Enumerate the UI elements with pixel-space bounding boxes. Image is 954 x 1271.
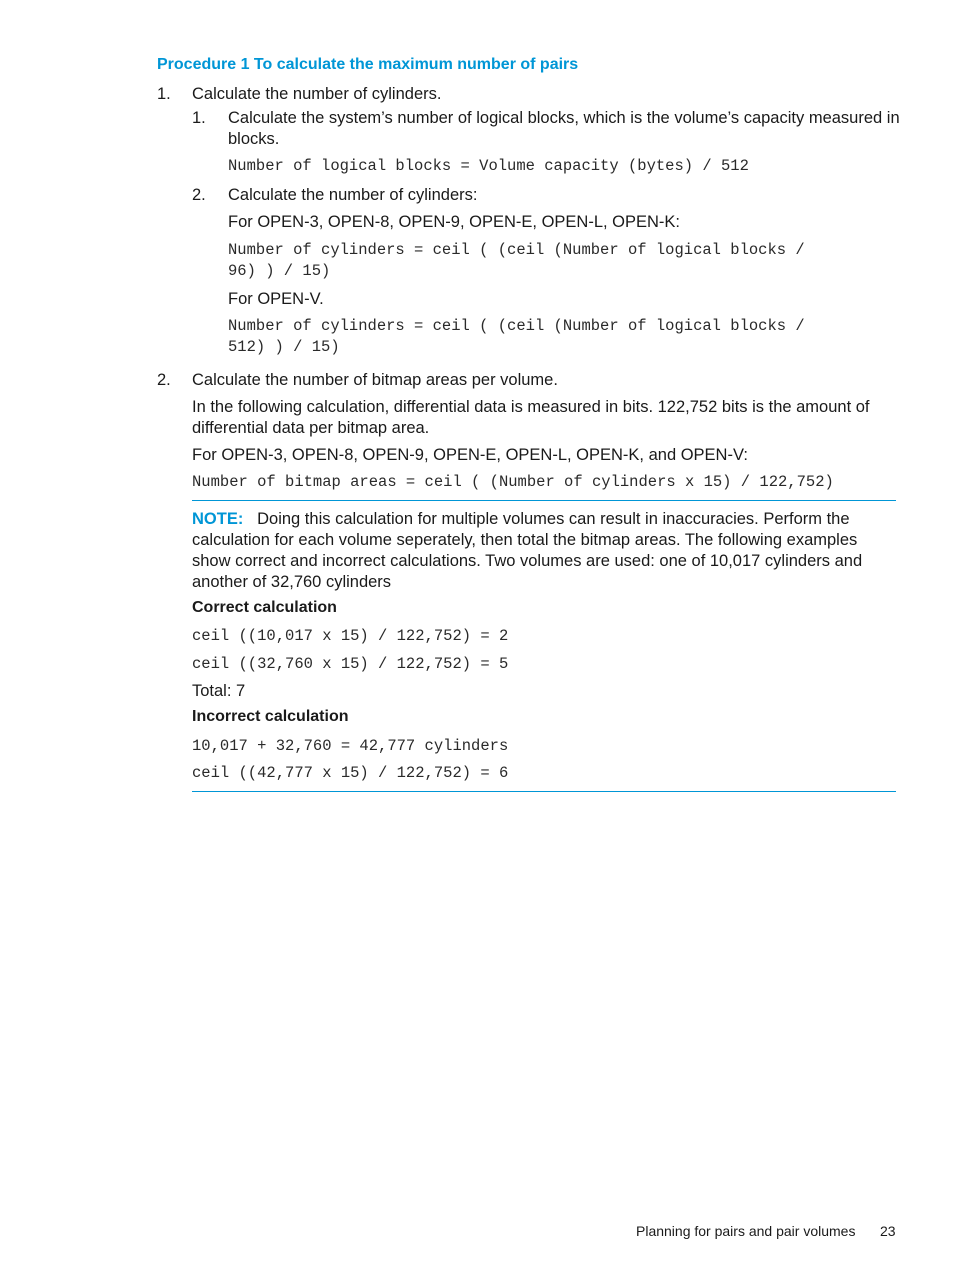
for-open-v: For OPEN-V. [228,290,324,308]
note-text: Doing this calculation for multiple volumes can result in inaccuracies. Perform the calculation for each volume seperately, then total the bitmap areas. The following examples show correct and incorrect calculations. Two volumes are used: one of 10,017 cylinders and another of 32,760 cylinders [192,510,863,591]
procedure-title: Procedure 1 To calculate the maximum number of pairs [157,56,579,73]
step-1-text: Calculate the number of cylinders. [192,85,442,103]
correct-line-2: ceil ((32,760 x 15) / 122,752) = 5 [192,655,509,673]
note-bottom-rule [192,791,896,792]
total-text: Total: 7 [192,682,246,700]
substep-1-number: 1. [192,109,206,127]
correct-line-1: ceil ((10,017 x 15) / 122,752) = 2 [192,627,509,645]
incorrect-line-2: ceil ((42,777 x 15) / 122,752) = 6 [192,764,509,782]
substep-2-text: Calculate the number of cylinders: [228,186,478,204]
incorrect-calculation-heading: Incorrect calculation [192,708,349,725]
substep-2-number: 2. [192,186,206,204]
open-v-formula-line-1: Number of cylinders = ceil ( (ceil (Number of logical blocks / [228,317,805,335]
step-2-number: 2. [157,371,171,389]
for-open-all: For OPEN-3, OPEN-8, OPEN-9, OPEN-E, OPEN-L, OPEN-K, and OPEN-V: [192,446,748,464]
step-2-text: Calculate the number of bitmap areas per volume. [192,371,558,389]
correct-calculation-heading: Correct calculation [192,599,337,616]
substep-1-text: Calculate the system’s number of logical blocks, which is the volume’s capacity measured in blocks. [228,109,900,148]
step-1-number: 1. [157,85,171,103]
open-v-formula-line-2: 512) ) / 15) [228,338,340,356]
differential-data-paragraph: In the following calculation, differential data is measured in bits. 122,752 bits is the amount of differential data per bitmap area. [192,398,870,437]
for-open-list: For OPEN-3, OPEN-8, OPEN-9, OPEN-E, OPEN-L, OPEN-K: [228,213,681,231]
page-number: 23 [880,1223,896,1239]
cylinders-formula-line-1: Number of cylinders = ceil ( (ceil (Number of logical blocks / [228,241,805,259]
incorrect-line-1: 10,017 + 32,760 = 42,777 cylinders [192,737,509,755]
footer-section-title: Planning for pairs and pair volumes [636,1223,856,1239]
logical-blocks-formula: Number of logical blocks = Volume capacity (bytes) / 512 [228,157,749,175]
bitmap-areas-formula: Number of bitmap areas = ceil ( (Number of cylinders x 15) / 122,752) [192,473,834,491]
cylinders-formula-line-2: 96) ) / 15) [228,262,331,280]
note-top-rule [192,500,896,501]
note-block [192,509,898,593]
note-label: NOTE: [192,510,244,528]
